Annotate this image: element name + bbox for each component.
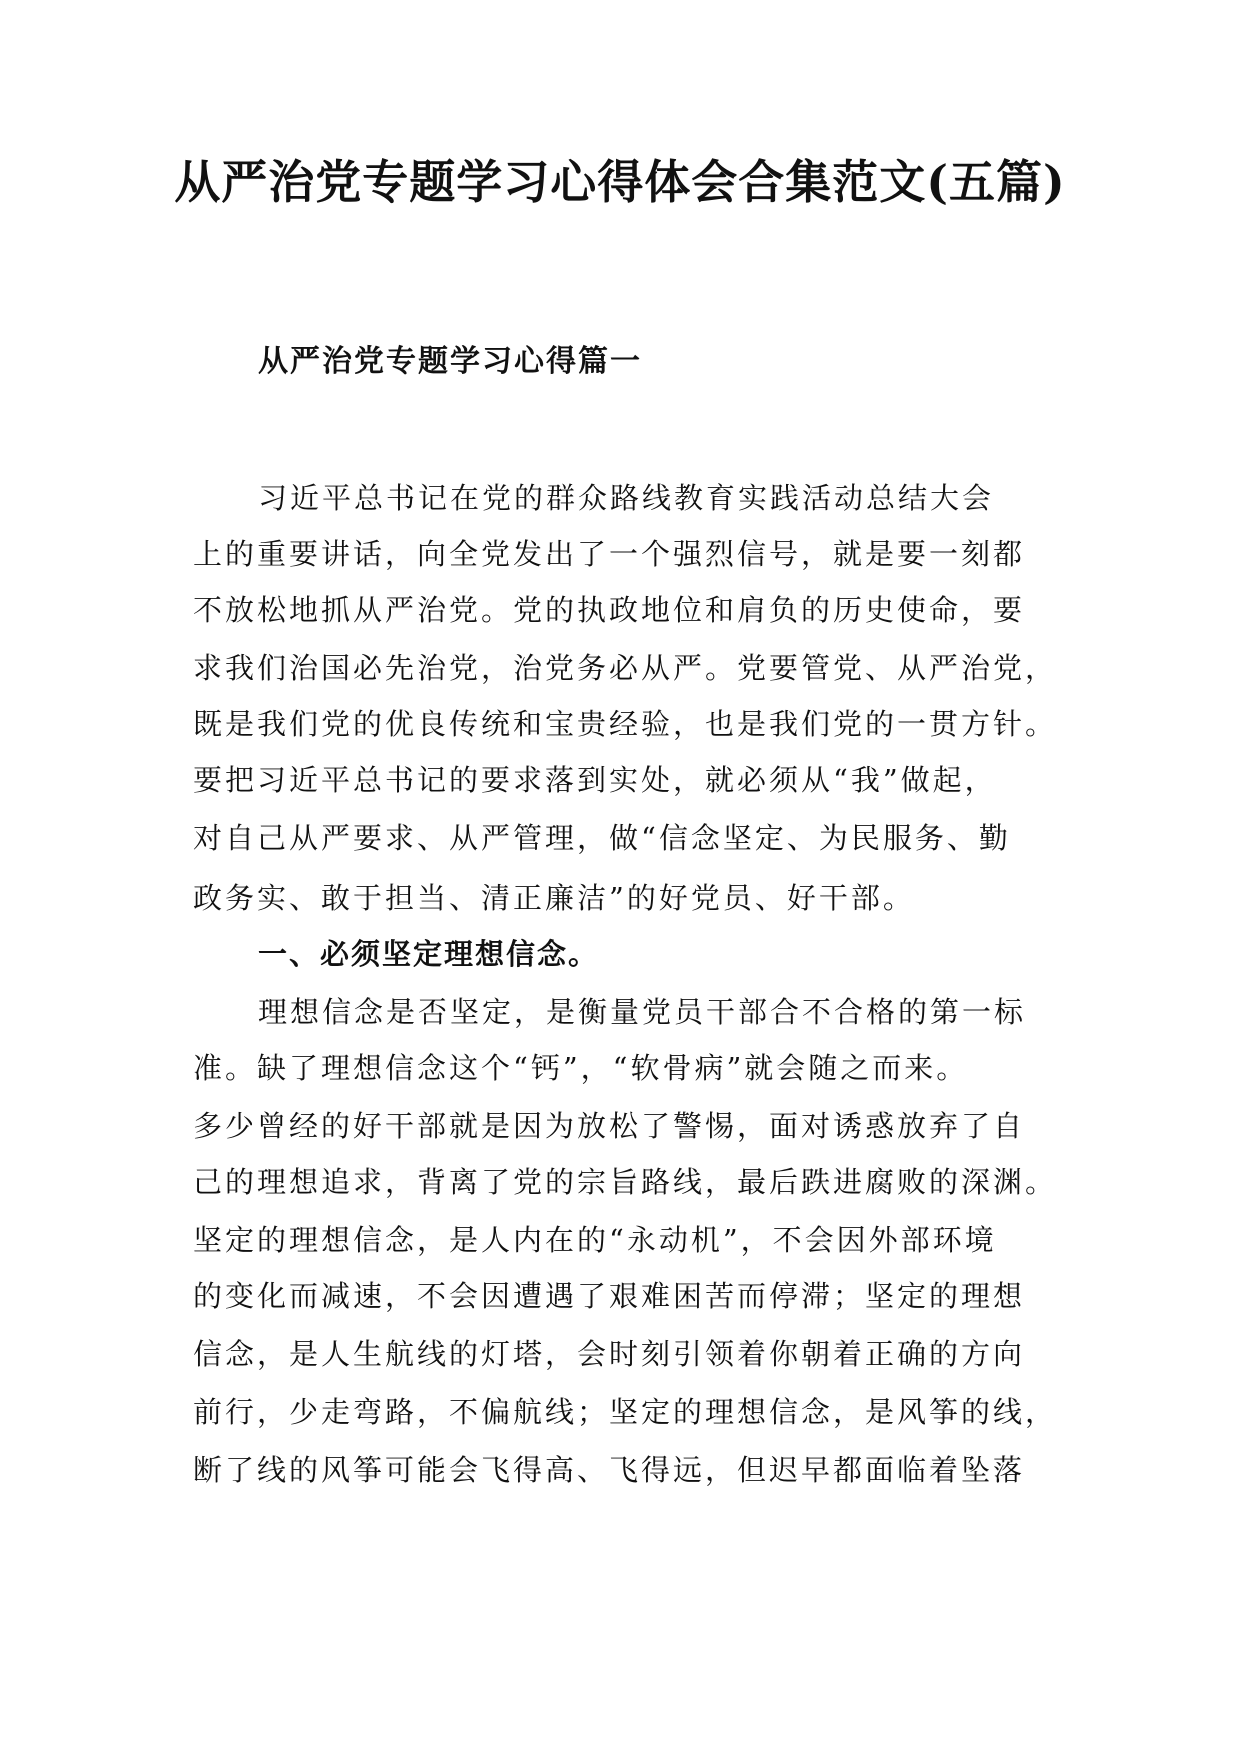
paragraph-line: 前行，少走弯路，不偏航线；坚定的理想信念，是风筝的线， <box>193 1395 1058 1429</box>
paragraph-line: 习近平总书记在党的群众路线教育实践活动总结大会 <box>258 481 995 515</box>
paragraph-line: 坚定的理想信念，是人内在的“永动机”，不会因外部环境 <box>193 1223 997 1257</box>
paragraph-line: 理想信念是否坚定，是衡量党员干部合不合格的第一标 <box>258 995 1027 1029</box>
paragraph-line: 准。缺了理想信念这个“钙”，“软骨病”就会随之而来。 <box>193 1051 969 1085</box>
section-heading: 一、必须坚定理想信念。 <box>258 937 600 971</box>
paragraph-line: 不放松地抓从严治党。党的执政地位和肩负的历史使命，要 <box>193 593 1026 627</box>
section-title: 从严治党专题学习心得篇一 <box>258 344 642 379</box>
paragraph-line: 上的重要讲话，向全党发出了一个强烈信号，就是要一刻都 <box>193 537 1026 571</box>
paragraph-line: 要把习近平总书记的要求落到实处，就必须从“我”做起， <box>193 763 997 797</box>
paragraph-line: 信念，是人生航线的灯塔，会时刻引领着你朝着正确的方向 <box>193 1337 1026 1371</box>
document-title: 从严治党专题学习心得体会合集范文(五篇) <box>174 155 1066 209</box>
paragraph-line: 的变化而减速，不会因遭遇了艰难困苦而停滞；坚定的理想 <box>193 1279 1026 1313</box>
paragraph-line: 对自己从严要求、从严管理，做“信念坚定、为民服务、勤 <box>193 821 1011 855</box>
paragraph-line: 政务实、敢于担当、清正廉洁”的好党员、好干部。 <box>193 881 915 915</box>
paragraph-line: 多少曾经的好干部就是因为放松了警惕，面对诱惑放弃了自 <box>193 1109 1026 1143</box>
paragraph-line: 求我们治国必先治党，治党务必从严。党要管党、从严治党， <box>193 651 1058 685</box>
paragraph-line: 既是我们党的优良传统和宝贵经验，也是我们党的一贯方针。 <box>193 707 1058 741</box>
paragraph-line: 己的理想追求，背离了党的宗旨路线，最后跌进腐败的深渊。 <box>193 1165 1058 1199</box>
paragraph-line: 断了线的风筝可能会飞得高、飞得远，但迟早都面临着坠落 <box>193 1453 1026 1487</box>
